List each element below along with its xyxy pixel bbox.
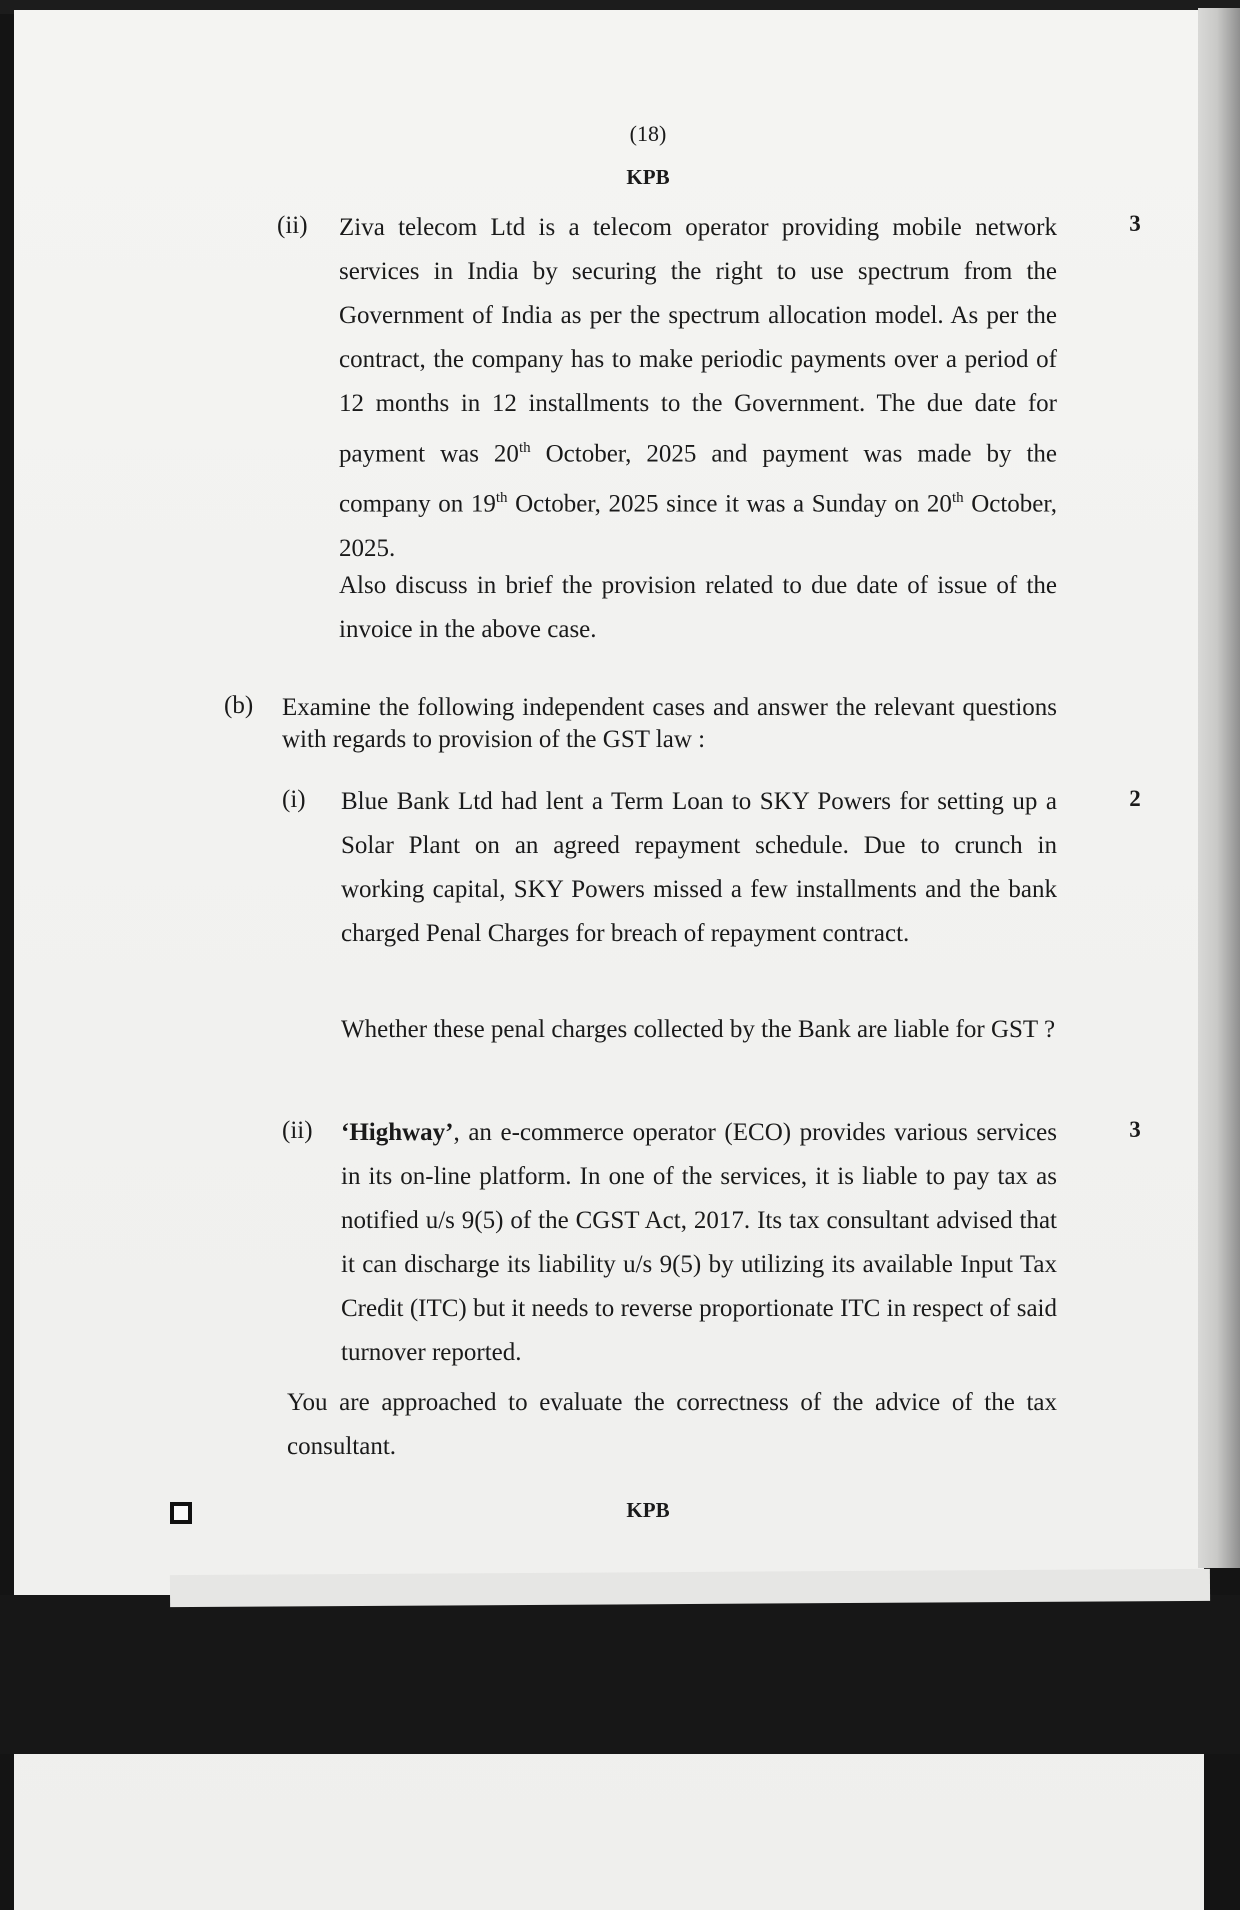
question-b-ii-body: , an e-commerce operator (ECO) provides various services in its on-line platform. In one of the services, it is liable to pay tax as notified u/s 9(5) of the CGST Act, 2017. Its tax consultant advised that it can discharge its liability u/s 9(5) by utilizing its available Input Tax Credit (ITC) but it needs to reverse proportionate ITC in respect of said turnover reported. [341, 1119, 1057, 1366]
marks-b-i: 2 [1129, 786, 1141, 811]
question-label-a-ii: (ii) [277, 212, 308, 239]
superscript-th-2: th [495, 490, 508, 507]
question-b-closing: You are approached to evaluate the correctness of the advice of the tax consultant. [287, 1389, 1057, 1460]
question-b-i-followup: Whether these penal charges collected by the Bank are liable for GST ? [341, 1016, 1056, 1043]
question-b-intro: Examine the following independent cases and answer the relevant questions with regards to provision of the GST law : [282, 694, 1057, 753]
question-label-b-i: (i) [282, 786, 306, 813]
question-b-i-text: Blue Bank Ltd had lent a Term Loan to SKY Powers for setting up a Solar Plant on an agreed repayment schedule. Due to crunch in working capital, SKY Powers missed a few installments and the bank charged Penal Charges for breach of repayment contract. [341, 788, 1057, 947]
page-binding-shadow [1198, 8, 1240, 1568]
superscript-th-1: th [518, 440, 531, 456]
question-a-ii-date-c: October, 2025 since it was a Sunday on 20 [507, 490, 952, 518]
paper-code-footer: KPB [626, 1498, 670, 1522]
superscript-th-3: th [951, 490, 964, 507]
paper-code-header: KPB [626, 165, 670, 189]
question-label-b-ii: (ii) [282, 1117, 313, 1144]
question-a-ii-followup: Also discuss in brief the provision related to due date of issue of the invoice in the above case. [339, 572, 1057, 643]
scan-bottom-background [0, 1595, 1240, 1754]
highway-term: ‘Highway’ [341, 1119, 454, 1146]
question-label-b: (b) [224, 692, 254, 719]
marks-b-ii: 3 [1129, 1117, 1141, 1142]
marks-a-ii: 3 [1129, 211, 1141, 236]
question-a-ii-text [339, 206, 1057, 571]
question-a-ii-date-b: October, 2025 and payment was made by the company on 19 [339, 440, 1057, 518]
page-number: (18) [629, 121, 667, 146]
question-b-ii-text [341, 1111, 1057, 1375]
question-a-ii-date-a: The due date for payment was 20 [339, 390, 1057, 468]
question-a-ii-date-d: October, 2025. [339, 490, 1057, 562]
question-a-ii-body: Ziva telecom Ltd is a telecom operator providing mobile network services in India by securing the right to use spectrum from the Government of India as per the spectrum allocation model. As per the contract, the company has to make periodic payments over a period of 12 months in 12 installments to the Government. [339, 214, 1057, 417]
page-bottom-edge [170, 1569, 1210, 1607]
